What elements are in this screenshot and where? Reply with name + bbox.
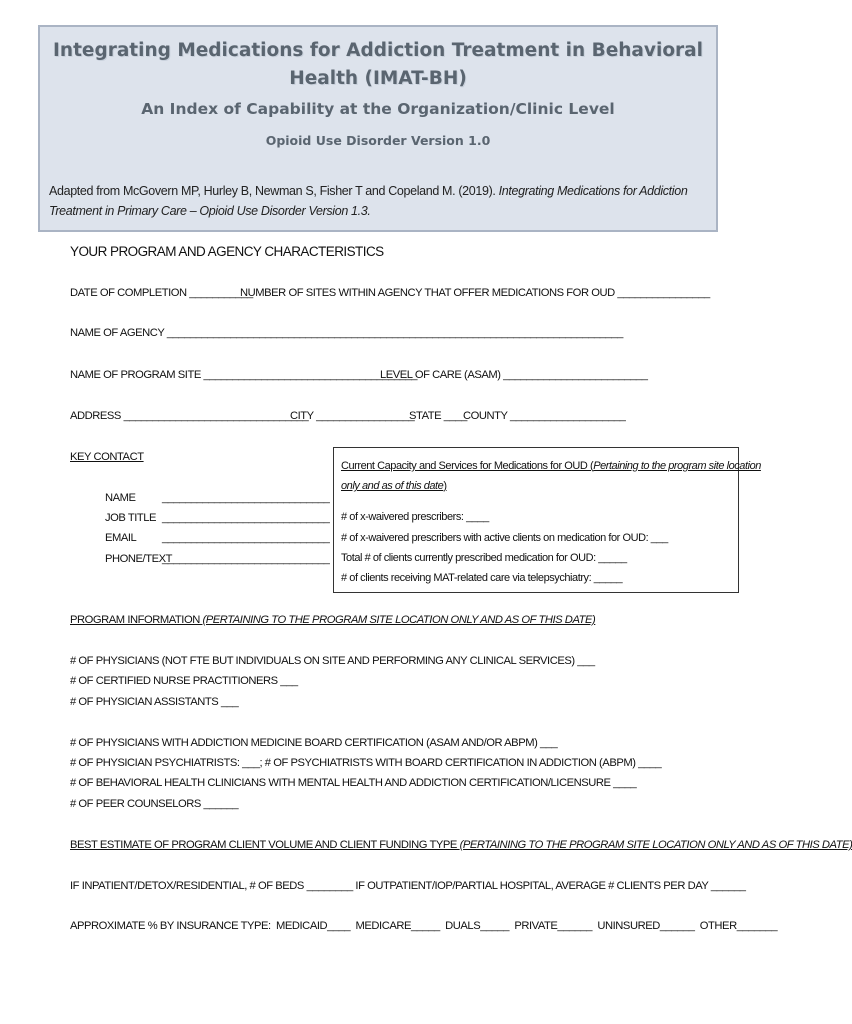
client-volume-title-italic: (PERTAINING TO THE PROGRAM SITE LOCATION ONLY AND AS OF THIS DATE) — [459, 839, 852, 851]
citation — [49, 181, 709, 221]
citation-title: Integrating Medications for Addiction Treatment in Primary Care – Opioid Use Disorder Version 1.3. — [49, 184, 688, 218]
capacity-title-italic-2: only and as of this date — [341, 480, 444, 492]
capacity-title-italic-1: Pertaining to the program site location — [593, 460, 761, 472]
physicians-field[interactable]: # OF PHYSICIANS (NOT FTE BUT INDIVIDUALS ON SITE AND PERFORMING ANY CLINICAL SERVICES) ___ — [70, 655, 595, 667]
level-of-care-field[interactable]: LEVEL OF CARE (ASAM) _________________________ — [380, 369, 648, 381]
capacity-title-line-2 — [341, 480, 447, 492]
peer-counselors-field[interactable]: # OF PEER COUNSELORS ______ — [70, 798, 239, 810]
capacity-title-line-1 — [341, 460, 761, 472]
client-volume-title-text: BEST ESTIMATE OF PROGRAM CLIENT VOLUME AND CLIENT FUNDING TYPE — [70, 839, 460, 851]
program-info-title — [70, 614, 595, 626]
contact-name-label: NAME — [105, 492, 136, 504]
bh-clinicians-field[interactable]: # OF BEHAVIORAL HEALTH CLINICIANS WITH MENTAL HEALTH AND ADDICTION CERTIFICATION/LICENSURE ____ — [70, 777, 637, 789]
contact-email-input[interactable]: _____________________________ — [162, 532, 330, 544]
contact-job-title-input[interactable]: _____________________________ — [162, 512, 330, 524]
citation-authors: Adapted from McGovern MP, Hurley B, Newman S, Fisher T and Copeland M. (2019). — [49, 184, 499, 198]
address-field[interactable]: ADDRESS ________________________________ — [70, 410, 309, 422]
characteristics-section-title: YOUR PROGRAM AND AGENCY CHARACTERISTICS — [70, 244, 384, 259]
document-subtitle: An Index of Capability at the Organization/Clinic Level — [141, 100, 615, 118]
number-of-sites-field[interactable]: NUMBER OF SITES WITHIN AGENCY THAT OFFER MEDICATIONS FOR OUD ________________ — [240, 287, 710, 299]
program-info-title-italic: (PERTAINING TO THE PROGRAM SITE LOCATION ONLY AND AS OF THIS DATE) — [202, 614, 596, 626]
total-clients-field[interactable]: Total # of clients currently prescribed medication for OUD: _____ — [341, 552, 627, 564]
capacity-title-text: Current Capacity and Services for Medications for OUD ( — [341, 460, 594, 472]
telepsychiatry-field[interactable]: # of clients receiving MAT-related care via telepsychiatry: _____ — [341, 572, 623, 584]
x-waivered-prescribers-field[interactable]: # of x-waivered prescribers: ____ — [341, 511, 489, 523]
contact-name-input[interactable]: _____________________________ — [162, 492, 330, 504]
program-info-title-text: PROGRAM INFORMATION — [70, 614, 203, 626]
addiction-medicine-field[interactable]: # OF PHYSICIANS WITH ADDICTION MEDICINE BOARD CERTIFICATION (ASAM AND/OR ABPM) ___ — [70, 737, 558, 749]
contact-phone-label: PHONE/TEXT — [105, 553, 172, 565]
key-contact-title: KEY CONTACT — [70, 451, 144, 463]
x-waivered-active-field[interactable]: # of x-waivered prescribers with active clients on medication for OUD: ___ — [341, 532, 668, 544]
document-title: Integrating Medications for Addiction Treatment in Behavioral Health (IMAT-BH) — [53, 40, 703, 89]
name-of-agency-field[interactable]: NAME OF AGENCY _______________________________________________________________________________ — [70, 327, 623, 339]
insurance-type-field[interactable]: APPROXIMATE % BY INSURANCE TYPE: MEDICAID____ MEDICARE_____ DUALS_____ PRIVATE______ UNINSURED______ OTHER_______ — [70, 920, 778, 932]
current-capacity-box — [333, 447, 761, 593]
date-of-completion-field[interactable]: DATE OF COMPLETION ___________ — [70, 287, 253, 299]
state-field[interactable]: STATE ____ — [409, 410, 467, 422]
contact-phone-input[interactable]: _____________________________ — [162, 553, 330, 565]
contact-job-title-label: JOB TITLE — [105, 512, 157, 524]
physician-assistants-field[interactable]: # OF PHYSICIAN ASSISTANTS ___ — [70, 696, 239, 708]
client-volume-title — [70, 839, 852, 851]
name-of-program-site-field[interactable]: NAME OF PROGRAM SITE _____________________________________ — [70, 369, 418, 381]
beds-and-clients-field[interactable]: IF INPATIENT/DETOX/RESIDENTIAL, # OF BEDS ________ IF OUTPATIENT/IOP/PARTIAL HOSPITAL, AVERAGE # CLIENTS PER DAY ______ — [70, 880, 746, 892]
capacity-title-close: ) — [443, 480, 447, 492]
header-box — [38, 25, 718, 232]
county-field[interactable]: COUNTY ____________________ — [463, 410, 626, 422]
contact-email-label: EMAIL — [105, 532, 137, 544]
city-field[interactable]: CITY _________________ — [290, 410, 415, 422]
nurse-practitioners-field[interactable]: # OF CERTIFIED NURSE PRACTITIONERS ___ — [70, 675, 298, 687]
document-version: Opioid Use Disorder Version 1.0 — [265, 133, 491, 148]
psychiatrists-field[interactable]: # OF PHYSICIAN PSYCHIATRISTS: ___; # OF PSYCHIATRISTS WITH BOARD CERTIFICATION IN ADDICTION (ABPM) ____ — [70, 757, 662, 769]
